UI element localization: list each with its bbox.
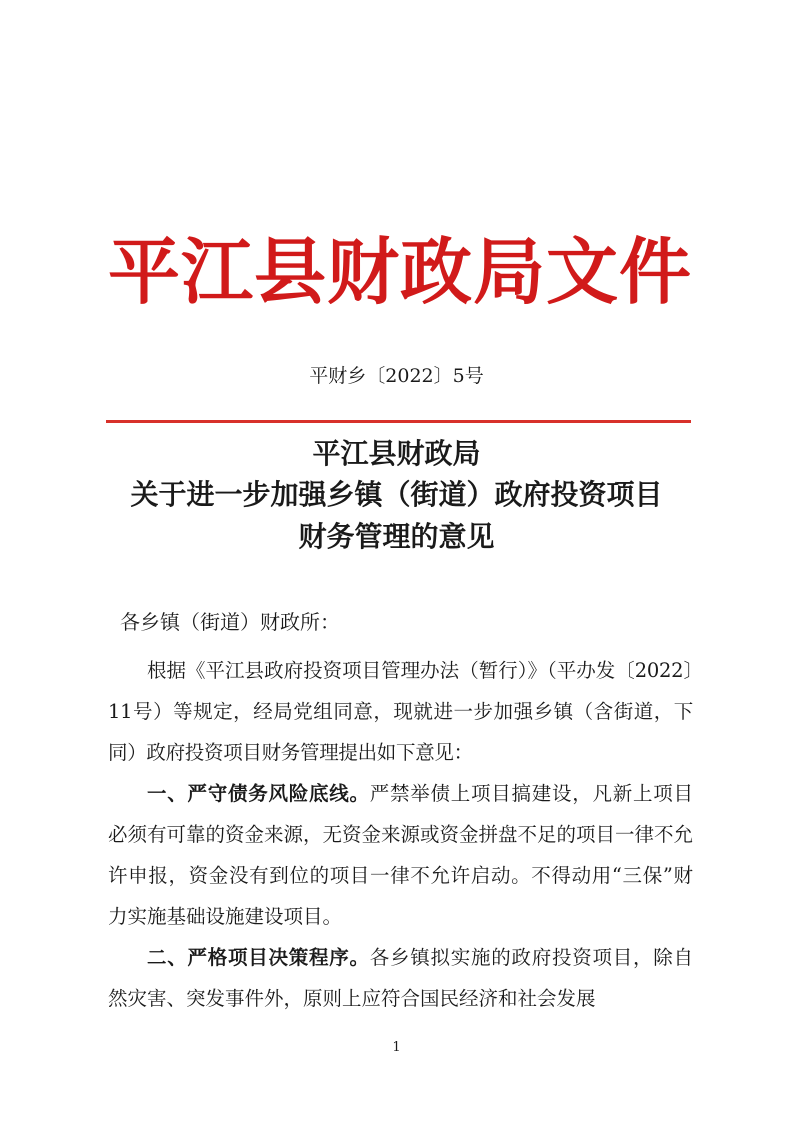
document-number: 平财乡〔2022〕5号 — [309, 365, 484, 387]
paragraph-section-2 — [108, 937, 693, 1019]
paragraph-text: 各乡镇拟实施的政府投资项目，除自然灾害、突发事件外，原则上应符合国民经济和社会发展 — [108, 946, 693, 1010]
paragraph-text: 严禁举债上项目搞建设，凡新上项目必须有可靠的资金来源，无资金来源或资金拼盘不足的项目一律不允许申报，资金没有到位的项目一律不允许启动。不得动用“三保”财力实施基础设施建设项目。 — [108, 782, 694, 928]
document-title-line-3: 财务管理的意见 — [298, 520, 495, 553]
paragraph-intro — [108, 650, 693, 773]
page-number: 1 — [392, 1040, 401, 1055]
section-heading: 二、严格项目决策程序。 — [147, 946, 370, 969]
salutation: 各乡镇（街道）财政所： — [120, 610, 340, 634]
document-masthead: 平江县财政局文件 — [107, 229, 692, 314]
paragraph-section-1 — [108, 773, 693, 937]
document-body — [108, 650, 693, 1019]
document-title-line-2: 关于进一步加强乡镇（街道）政府投资项目 — [130, 478, 663, 511]
red-divider-line — [106, 420, 691, 423]
document-title-line-1: 平江县财政局 — [312, 437, 481, 470]
paragraph-text: 根据《平江县政府投资项目管理办法（暂行）》（平办发〔2022〕11号）等规定，经局党组同意，现就进一步加强乡镇（含街道，下同）政府投资项目财务管理提出如下意见： — [108, 659, 693, 764]
section-heading: 一、严守债务风险底线。 — [147, 782, 370, 805]
